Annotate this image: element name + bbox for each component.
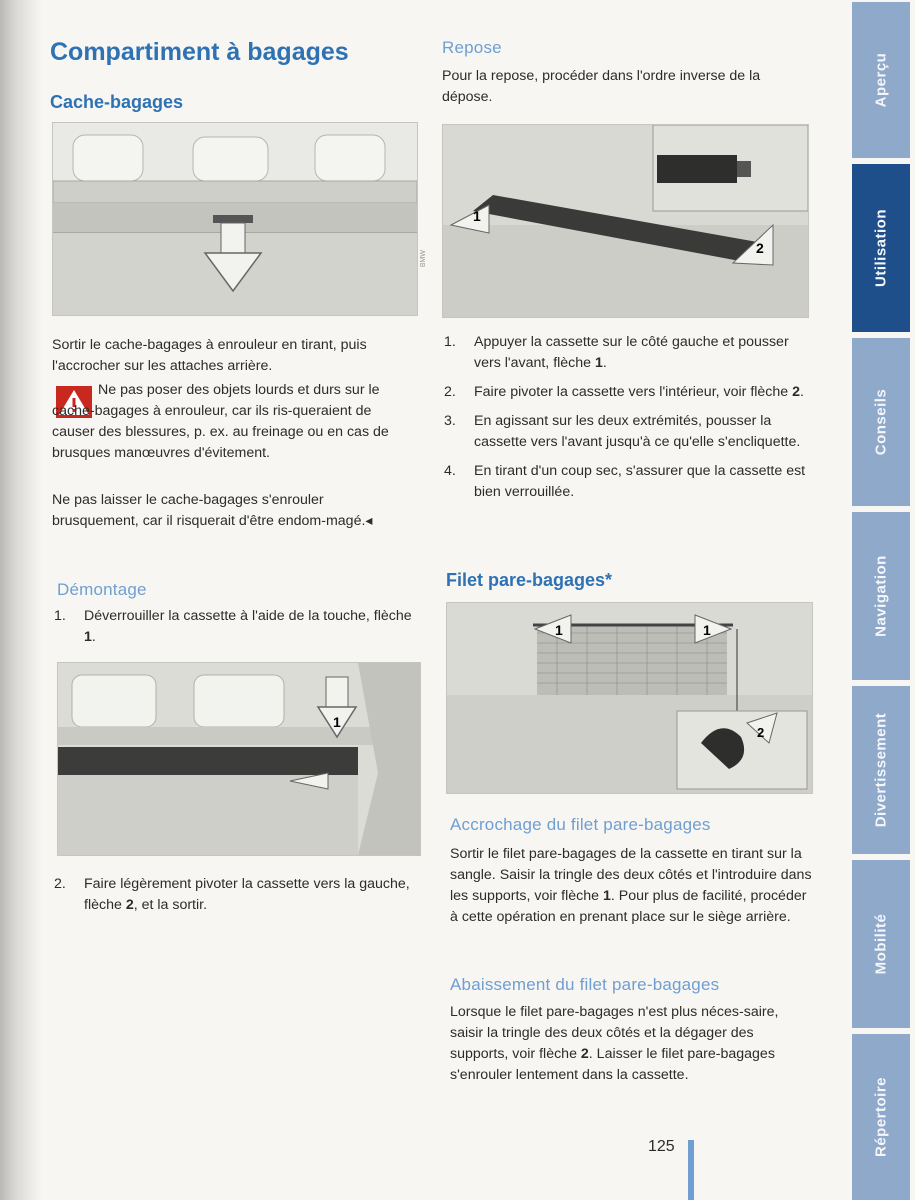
tab-apercu[interactable]: Aperçu [852,2,910,158]
list-item: 1. Appuyer la cassette sur le côté gauche et pousser vers l'avant, flèche 1. [444,334,789,371]
warning-text: Ne pas poser des objets lourds et durs sur le cache-bagages à enrouleur, car ils ris-queraient de causer des blessures, p. ex. au freinage ou en cas de brusques manœuvres d'évitement. [52,382,389,461]
intro-text: Sortir le cache-bagages à enrouleur en tirant, puis l'accrocher sur les attaches arrière. [52,337,367,374]
page-binding-shadow [0,0,42,1200]
arrow-label-2: 1 [703,622,711,638]
tab-divertissement[interactable]: Divertissement [852,686,910,854]
list-item: 2. Faire légèrement pivoter la cassette vers la gauche, flèche 2, et la sortir. [54,876,410,913]
page-title: Compartiment à bagages [50,38,349,66]
figure-code: BMW [420,250,427,268]
tab-conseils[interactable]: Conseils [852,338,910,506]
arrow-label-1: 1 [473,208,481,224]
list-item: 4. En tirant d'un coup sec, s'assurer que la cassette est bien verrouillée. [444,463,806,500]
section-heading-demontage: Démontage [57,580,147,599]
warning-text-2: Ne pas laisser le cache-bagages s'enrouler brusquement, car il risquerait d'être endom-magé.◂ [52,492,373,529]
arrow-label-1: 1 [333,714,341,730]
demontage-step-list-1 [52,606,412,656]
section-heading-abaissement: Abaissement du filet pare-bagages [450,975,720,994]
figure-demontage [57,662,421,856]
chapter-tabs [848,0,915,1200]
arrow-label-3: 2 [757,725,765,740]
repose-text: Pour la repose, procéder dans l'ordre inverse de la dépose. [442,68,761,105]
list-item: 2. Faire pivoter la cassette vers l'intérieur, voir flèche 2. [444,384,804,400]
accrochage-text: Sortir le filet pare-bagages de la cassette en tirant sur la sangle. Saisir la tringle des deux côtés et l'introduire dans les supports, voir flèche 1. Pour plus de facilité, procéder à cette opération en prenant place sur le siège arrière. [450,846,812,925]
section-heading-filet: Filet pare-bagages* [446,570,613,590]
tab-navigation[interactable]: Navigation [852,512,910,680]
abaissement-text: Lorsque le filet pare-bagages n'est plus néces-saire, saisir la tringle des deux côtés et la dégager des supports, voir flèche 2. Laisser le filet pare-bagages s'enrouler lentement dans la cassette. [450,1004,779,1083]
section-heading-repose: Repose [442,38,502,57]
figure-cache-bagages [52,122,418,316]
tab-utilisation[interactable]: Utilisation [852,164,910,332]
arrow-label-1: 1 [555,622,563,638]
tab-mobilite[interactable]: Mobilité [852,860,910,1028]
section-heading-cache-bagages: Cache-bagages [50,92,184,112]
figure-filet [446,602,813,794]
section-heading-accrochage: Accrochage du filet pare-bagages [450,815,711,834]
page-number-bar [688,1140,694,1200]
list-item: 3. En agissant sur les deux extrémités, pousser la cassette vers l'avant jusqu'à ce qu'elle s'encliquette. [444,413,801,450]
figure-repose [442,124,809,318]
page-number: 125 [648,1138,675,1155]
demontage-step-list-2 [52,874,412,924]
arrow-label-2: 2 [756,240,764,256]
tab-repertoire[interactable]: Répertoire [852,1034,910,1200]
repose-step-list [442,332,812,511]
list-item: 1. Déverrouiller la cassette à l'aide de la touche, flèche 1. [54,608,412,645]
